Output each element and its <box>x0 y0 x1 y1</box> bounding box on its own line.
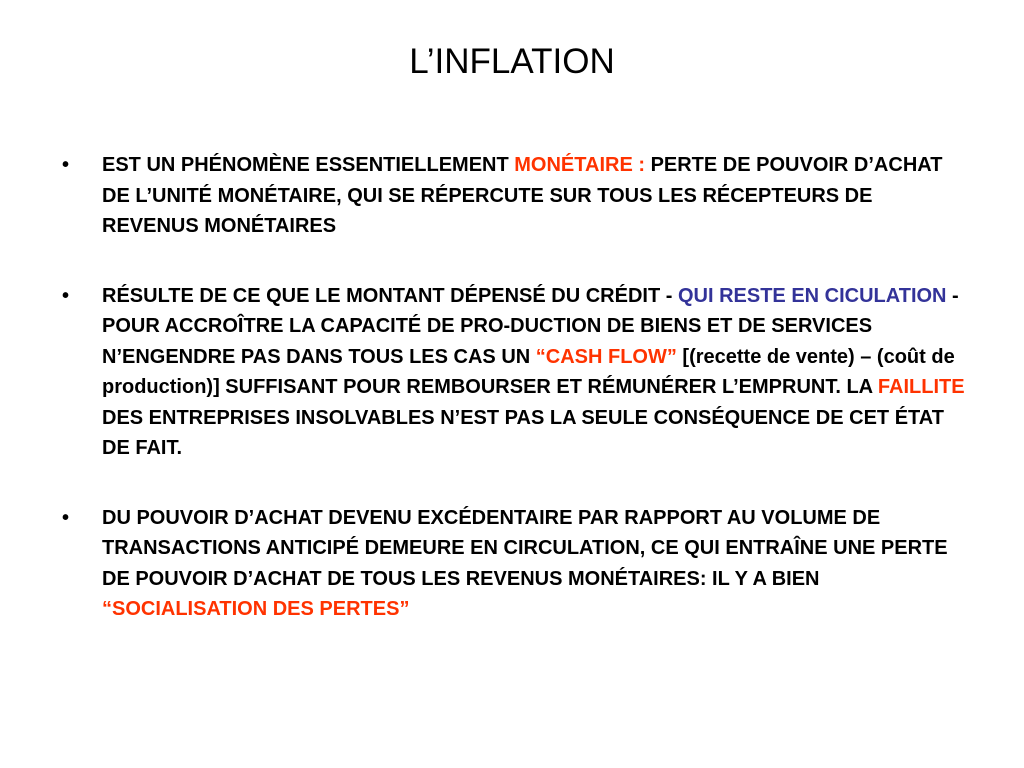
bullet-item-3 <box>62 503 972 625</box>
highlight-qui-reste-en-circulation: QUI RESTE EN CICULATION <box>677 284 947 307</box>
bullet-marker: • <box>62 506 70 529</box>
bullet-marker: • <box>62 154 70 176</box>
bullet-text-segment: DES ENTREPRISES INSOLVABLES N’EST PAS LA SEULE CONSÉQUENCE DE CET ÉTAT DE FAIT. <box>102 406 944 459</box>
bullet-text-segment: RÉSULTE DE CE QUE LE MONTANT DÉPENSÉ DU CRÉDIT - <box>102 284 678 307</box>
highlight-faillite: FAILLITE <box>877 376 965 398</box>
bullet-text-segment: - POUR ACCROÎTRE LA CAPACITÉ DE PRO-DUCTION DE BIENS ET DE SERVICES N’ENGENDRE PAS DANS TOUS LES CAS UN <box>102 284 959 368</box>
bullet-item-2 <box>62 281 972 464</box>
bullet-text-segment: [(recette de vente) – (coût de production)] SUFFISANT POUR REMBOURSER ET RÉMUNÉRER L’EMPRUNT. LA <box>102 345 955 398</box>
highlight-monetaire: MONÉTAIRE : <box>514 154 651 176</box>
highlight-cash-flow: “CASH FLOW” <box>535 345 677 368</box>
highlight-socialisation-des-pertes: “SOCIALISATION DES PERTES” <box>102 598 410 620</box>
slide-title: L’INFLATION <box>409 42 615 81</box>
bullet-text-segment: EST UN PHÉNOMÈNE ESSENTIELLEMENT <box>102 154 515 176</box>
bullet-text-segment: DU POUVOIR D’ACHAT DEVENU EXCÉDENTAIRE PAR RAPPORT AU VOLUME DE TRANSACTIONS ANTICIPÉ DEMEURE EN CIRCULATION, CE QUI ENTRAÎNE UNE PERTE DE POUVOIR D’ACHAT DE TOUS LES REVENUS MONÉTAIRES: IL Y A BIEN <box>102 506 948 590</box>
bullet-list <box>62 150 972 625</box>
bullet-item-1 <box>62 150 972 242</box>
bullet-marker: • <box>62 284 70 307</box>
bullet-text-segment: PERTE DE POUVOIR D’ACHAT DE L’UNITÉ MONÉTAIRE, QUI SE RÉPERCUTE SUR TOUS LES RÉCEPTEURS DE REVENUS MONÉTAIRES <box>102 154 943 237</box>
